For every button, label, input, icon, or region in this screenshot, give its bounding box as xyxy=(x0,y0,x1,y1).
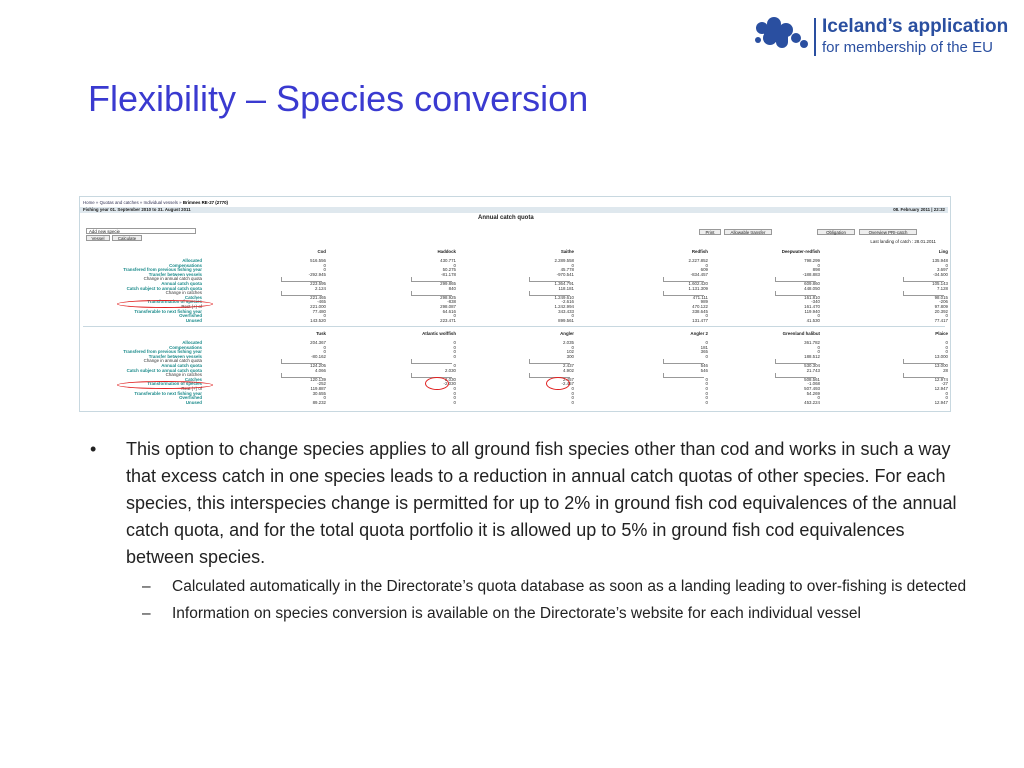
row-label: Transfer between vessels xyxy=(148,353,202,359)
table-cell: 181 xyxy=(700,344,708,350)
table-cell: 609 xyxy=(700,267,708,273)
table-cell: 102 xyxy=(566,349,574,355)
table-cell: -838 xyxy=(447,299,456,305)
table-cell: 0 xyxy=(817,262,820,268)
table-cell: 41.530 xyxy=(806,317,820,323)
table-cell: 0 xyxy=(323,395,326,401)
row-label: Catch subject to annual catch quota xyxy=(126,285,202,291)
sub-bullet-symbol: – xyxy=(142,578,151,595)
species-header: Angler xyxy=(560,331,574,336)
species-header: Saithe xyxy=(560,249,574,254)
puzzle-logo-icon xyxy=(752,14,810,54)
header-bar xyxy=(80,207,948,213)
table-cell: 54.269 xyxy=(806,390,820,396)
row-label: Catch subject to annual catch quota xyxy=(126,367,202,373)
table-cell: 0 xyxy=(571,390,574,396)
row-label: Rest (+) of xyxy=(181,386,202,391)
table-cell: 1.602.420 xyxy=(688,281,708,286)
table-cell: 119.940 xyxy=(804,308,820,314)
table-cell: 13.000 xyxy=(934,363,948,368)
highlight-circle xyxy=(117,381,213,389)
table-cell: 0 xyxy=(323,313,326,319)
table-cell: 120.139 xyxy=(310,376,326,382)
table-cell: 2.289.558 xyxy=(554,258,574,263)
table-cell: 0 xyxy=(453,395,456,401)
table-cell: -2.616 xyxy=(561,299,574,305)
table-cell: 448.050 xyxy=(804,285,820,291)
table-cell: 30.655 xyxy=(312,390,326,396)
table-cell: 453.224 xyxy=(804,399,820,405)
table-cell: -206 xyxy=(939,299,948,305)
sub-bullet-symbol: – xyxy=(142,605,151,622)
table-cell: 188.512 xyxy=(804,353,820,359)
table-cell: 0 xyxy=(571,313,574,319)
table-cell: -292.945 xyxy=(308,271,326,277)
table-cell: 0 xyxy=(323,267,326,273)
table-cell: 0 xyxy=(705,313,708,319)
vessel-form-button[interactable]: Calculate xyxy=(112,235,142,241)
fishing-year: Fishing year 01. September 2010 to 31. August 2011 xyxy=(83,207,191,212)
row-label: Overfished xyxy=(179,313,202,319)
table-cell: -2.030 xyxy=(443,381,456,387)
table-cell: 0 xyxy=(945,262,948,268)
table-cell: 0 xyxy=(705,376,708,382)
species-header: Plaice xyxy=(935,331,948,336)
table-cell: 124.205 xyxy=(310,363,326,368)
toolbar-button[interactable]: Overview PRI-catch xyxy=(859,229,917,235)
table-cell: 0 xyxy=(453,262,456,268)
table-cell: -252 xyxy=(317,381,326,387)
logo-line-1: Iceland’s application xyxy=(822,16,1009,37)
sub-bullet: – Information on species conversion is available on the Directorate’s website for each individual vessel xyxy=(90,603,970,625)
logo-line-2: for membership of the EU xyxy=(822,39,993,56)
table-cell: 0 xyxy=(945,313,948,319)
table-cell: -188.883 xyxy=(802,271,820,277)
table-cell: 0 xyxy=(817,344,820,350)
input-box xyxy=(663,373,704,378)
row-label: Transfered from previous fishing year xyxy=(123,267,202,273)
species-header: Greenland halibut xyxy=(782,331,820,336)
row-label: Catches xyxy=(184,294,202,300)
table-cell: 143.520 xyxy=(310,317,326,323)
table-cell: 2.030 xyxy=(445,376,456,382)
table-cell: 361.782 xyxy=(804,340,820,345)
row-label: Overfished xyxy=(179,395,202,401)
species-header: Ling xyxy=(938,249,948,254)
table-cell: 298.087 xyxy=(440,304,456,309)
table-cell: 365 xyxy=(700,349,708,355)
table-cell: 0 xyxy=(453,390,456,396)
row-label: Transfered from previous fishing year xyxy=(123,349,202,355)
table-cell: 0 xyxy=(705,386,708,391)
table-cell: -970.541 xyxy=(556,271,574,277)
table-cell: 28 xyxy=(943,367,948,373)
quota-screenshot xyxy=(79,196,951,412)
table-cell: 471.111 xyxy=(692,294,708,300)
table-cell: 0 xyxy=(945,390,948,396)
table-cell: 0 xyxy=(705,390,708,396)
table-cell: 13.000 xyxy=(934,353,948,359)
slide-title: Flexibility – Species conversion xyxy=(88,78,589,119)
species-header: Atlantic wolffish xyxy=(422,331,456,336)
last-landing: Last landing of catch : 28.01.2011 xyxy=(870,239,936,244)
row-label: Transferable to next fishing year xyxy=(134,308,202,314)
row-label: Change in annual catch quota xyxy=(143,276,202,282)
table-separator xyxy=(83,326,945,327)
table-cell: 221.465 xyxy=(310,294,326,300)
table-cell: 0 xyxy=(945,395,948,401)
table-cell: 298.925 xyxy=(440,294,456,300)
breadcrumb: Home » Quotas and catches » Individual vessels » Brimnes RE-27 (2770) xyxy=(83,200,228,205)
table-cell: -27 xyxy=(941,381,948,387)
table-cell: 0 xyxy=(817,395,820,401)
table-cell: 64.616 xyxy=(442,308,456,314)
table-cell: 98.015 xyxy=(934,294,948,300)
table-cell: 0 xyxy=(323,262,326,268)
row-label: Change in catches xyxy=(165,372,202,378)
table-cell: 45.778 xyxy=(560,267,574,273)
table-cell: 0 xyxy=(453,313,456,319)
table-cell: 0 xyxy=(571,395,574,401)
table-cell: -2.457 xyxy=(561,381,574,387)
highlight-circle xyxy=(425,377,449,390)
table-cell: 89.232 xyxy=(312,399,326,405)
table-cell: 4.902 xyxy=(563,367,574,373)
table-cell: 50.275 xyxy=(442,267,456,273)
table-cell: 4.066 xyxy=(315,367,326,373)
table-heading: Annual catch quota xyxy=(478,215,534,221)
table-cell: 12.974 xyxy=(934,376,948,382)
table-cell: 343.433 xyxy=(558,308,574,314)
table-cell: 609.860 xyxy=(804,281,820,286)
input-box xyxy=(411,359,452,364)
table-cell: 0 xyxy=(453,386,456,391)
table-cell: 507.493 xyxy=(804,386,820,391)
toolbar-button[interactable]: Print xyxy=(699,229,721,235)
row-label: Unused xyxy=(185,317,202,323)
row-label: Transformation of species xyxy=(147,381,202,387)
table-cell: 2.124 xyxy=(315,285,326,291)
table-cell: 0 xyxy=(571,399,574,405)
table-cell: 0 xyxy=(705,395,708,401)
table-cell: 223.471 xyxy=(440,317,456,323)
table-cell: 2.035 xyxy=(563,340,574,345)
table-cell: 77.417 xyxy=(934,317,948,323)
table-cell: 300 xyxy=(566,353,574,359)
table-cell: 221.000 xyxy=(310,304,326,309)
row-label: Catches xyxy=(184,376,202,382)
table-cell: -1.068 xyxy=(807,381,820,387)
table-cell: 77.480 xyxy=(312,308,326,314)
table-cell: 0 xyxy=(453,399,456,405)
table-cell: 0 xyxy=(705,381,708,387)
bullet-main: • This option to change species applies to all ground fish species other than cod and works in such a way that excess catch in one species leads to a reduction in annual catch quotas of other species. For each species, this interspecies change is permitted for up to 2% in ground fish cod equivalences of the annual catch quota, and for the total quota portfolio it is allowed up to 5% in ground fish cod equivalences between species. xyxy=(90,436,970,571)
table-cell: 21.743 xyxy=(806,367,820,373)
table-cell: 1.242.994 xyxy=(554,304,574,309)
table-cell: -80.162 xyxy=(311,353,326,359)
table-cell: 0 xyxy=(453,363,456,368)
table-cell: 899.561 xyxy=(558,317,574,323)
table-cell: 0 xyxy=(453,349,456,355)
table-cell: 12.947 xyxy=(934,399,948,405)
table-cell: 430.771 xyxy=(440,258,456,263)
table-cell: 118.181 xyxy=(558,285,574,291)
species-header: Angler 2 xyxy=(690,331,708,336)
row-label: Change in annual catch quota xyxy=(143,358,202,364)
table-cell: 546 xyxy=(700,363,708,368)
table-cell: 20.392 xyxy=(934,308,948,314)
table-cell: 3.697 xyxy=(937,267,948,273)
row-label: Transferable to next fishing year xyxy=(134,390,202,396)
row-label: Annual catch quota xyxy=(161,281,202,286)
table-cell: 0 xyxy=(453,344,456,350)
table-cell: 161.470 xyxy=(804,304,820,309)
table-cell: 0 xyxy=(323,349,326,355)
table-cell: 2.030 xyxy=(445,367,456,373)
table-cell: 798.299 xyxy=(804,258,820,263)
table-cell: 0 xyxy=(571,344,574,350)
table-cell: 2.227.852 xyxy=(688,258,708,263)
species-header: Redfish xyxy=(691,249,708,254)
table-cell: 0 xyxy=(705,262,708,268)
table-cell: 898 xyxy=(812,267,820,273)
table-cell: 0 xyxy=(705,353,708,359)
table-cell: 0 xyxy=(705,399,708,405)
row-label: Change in catches xyxy=(165,290,202,296)
species-header: Cod xyxy=(317,249,326,254)
table-cell: 0 xyxy=(571,386,574,391)
table-cell: 989 xyxy=(700,299,708,305)
row-label: Unused xyxy=(185,399,202,405)
table-cell: 516.556 xyxy=(310,258,326,263)
logo-divider xyxy=(814,18,816,56)
table-cell: 105.143 xyxy=(932,281,948,286)
table-cell: -340 xyxy=(811,299,820,305)
date-stamp: 08. February 2011 | 22:32 xyxy=(893,207,945,212)
vessel-form-button[interactable]: Vessel xyxy=(86,235,110,241)
eu-application-logo xyxy=(752,14,1012,56)
table-cell: 97.809 xyxy=(934,304,948,309)
table-cell: -81.178 xyxy=(441,271,456,277)
bullet-list xyxy=(90,436,970,625)
input-box xyxy=(663,359,704,364)
sub-bullet: – Calculated automatically in the Directorate’s quota database as soon as a landing leading to over-fishing is detected xyxy=(90,576,970,598)
table-cell: 0 xyxy=(453,353,456,359)
highlight-circle xyxy=(117,300,213,308)
table-cell: 2.457 xyxy=(563,376,574,382)
row-label: Compensations xyxy=(169,262,202,268)
table-cell: 7.128 xyxy=(937,285,948,291)
table-cell: 12.947 xyxy=(934,386,948,391)
species-select[interactable]: Add new specie xyxy=(86,228,196,234)
row-label: Rest (+) of xyxy=(181,304,202,309)
table-cell: 119.887 xyxy=(310,386,326,391)
table-cell: 0 xyxy=(453,340,456,345)
table-cell: 338.645 xyxy=(692,308,708,314)
table-cell: 0 xyxy=(571,262,574,268)
table-cell: 530.304 xyxy=(804,363,820,368)
bullet-symbol: • xyxy=(90,439,97,459)
row-label: Compensations xyxy=(169,344,202,350)
table-cell: 0 xyxy=(945,349,948,355)
table-cell: 0 xyxy=(945,344,948,350)
table-cell: 546 xyxy=(700,367,708,373)
table-cell: 1.364.791 xyxy=(554,281,574,286)
species-header: Haddock xyxy=(437,249,456,254)
table-cell: 131.477 xyxy=(692,317,708,323)
table-cell: 0 xyxy=(945,340,948,345)
table-cell: 470.122 xyxy=(692,304,708,309)
toolbar-button[interactable]: Allowable transfer xyxy=(724,229,772,235)
table-cell: 0 xyxy=(705,340,708,345)
table-cell: -34.500 xyxy=(933,271,948,277)
table-cell: 508.561 xyxy=(804,376,820,382)
row-label: Transfer between vessels xyxy=(148,271,202,277)
table-cell: 1.131.309 xyxy=(688,285,708,291)
toolbar-button[interactable]: Obligation xyxy=(817,229,855,235)
table-cell: 161.810 xyxy=(804,294,820,300)
species-header: Deepwater-redfish xyxy=(781,249,820,254)
table-cell: 0 xyxy=(817,313,820,319)
table-cell: 2.437 xyxy=(563,363,574,368)
table-cell: 135.948 xyxy=(932,258,948,263)
table-cell: -834.457 xyxy=(690,271,708,277)
table-cell: 0 xyxy=(323,344,326,350)
table-cell: 0 xyxy=(817,349,820,355)
table-cell: 840 xyxy=(448,285,456,291)
table-cell: 1.249.610 xyxy=(554,294,574,300)
row-label: Annual catch quota xyxy=(161,363,202,368)
row-label: Allocated xyxy=(182,340,202,345)
row-label: Allocated xyxy=(182,258,202,263)
row-label: Transformation of species xyxy=(147,299,202,305)
table-cell: 223.595 xyxy=(310,281,326,286)
table-cell: 299.865 xyxy=(440,281,456,286)
table-cell: 204.367 xyxy=(310,340,326,345)
table-cell: -465 xyxy=(317,299,326,305)
highlight-circle xyxy=(546,377,570,390)
species-header: Tusk xyxy=(316,331,326,336)
